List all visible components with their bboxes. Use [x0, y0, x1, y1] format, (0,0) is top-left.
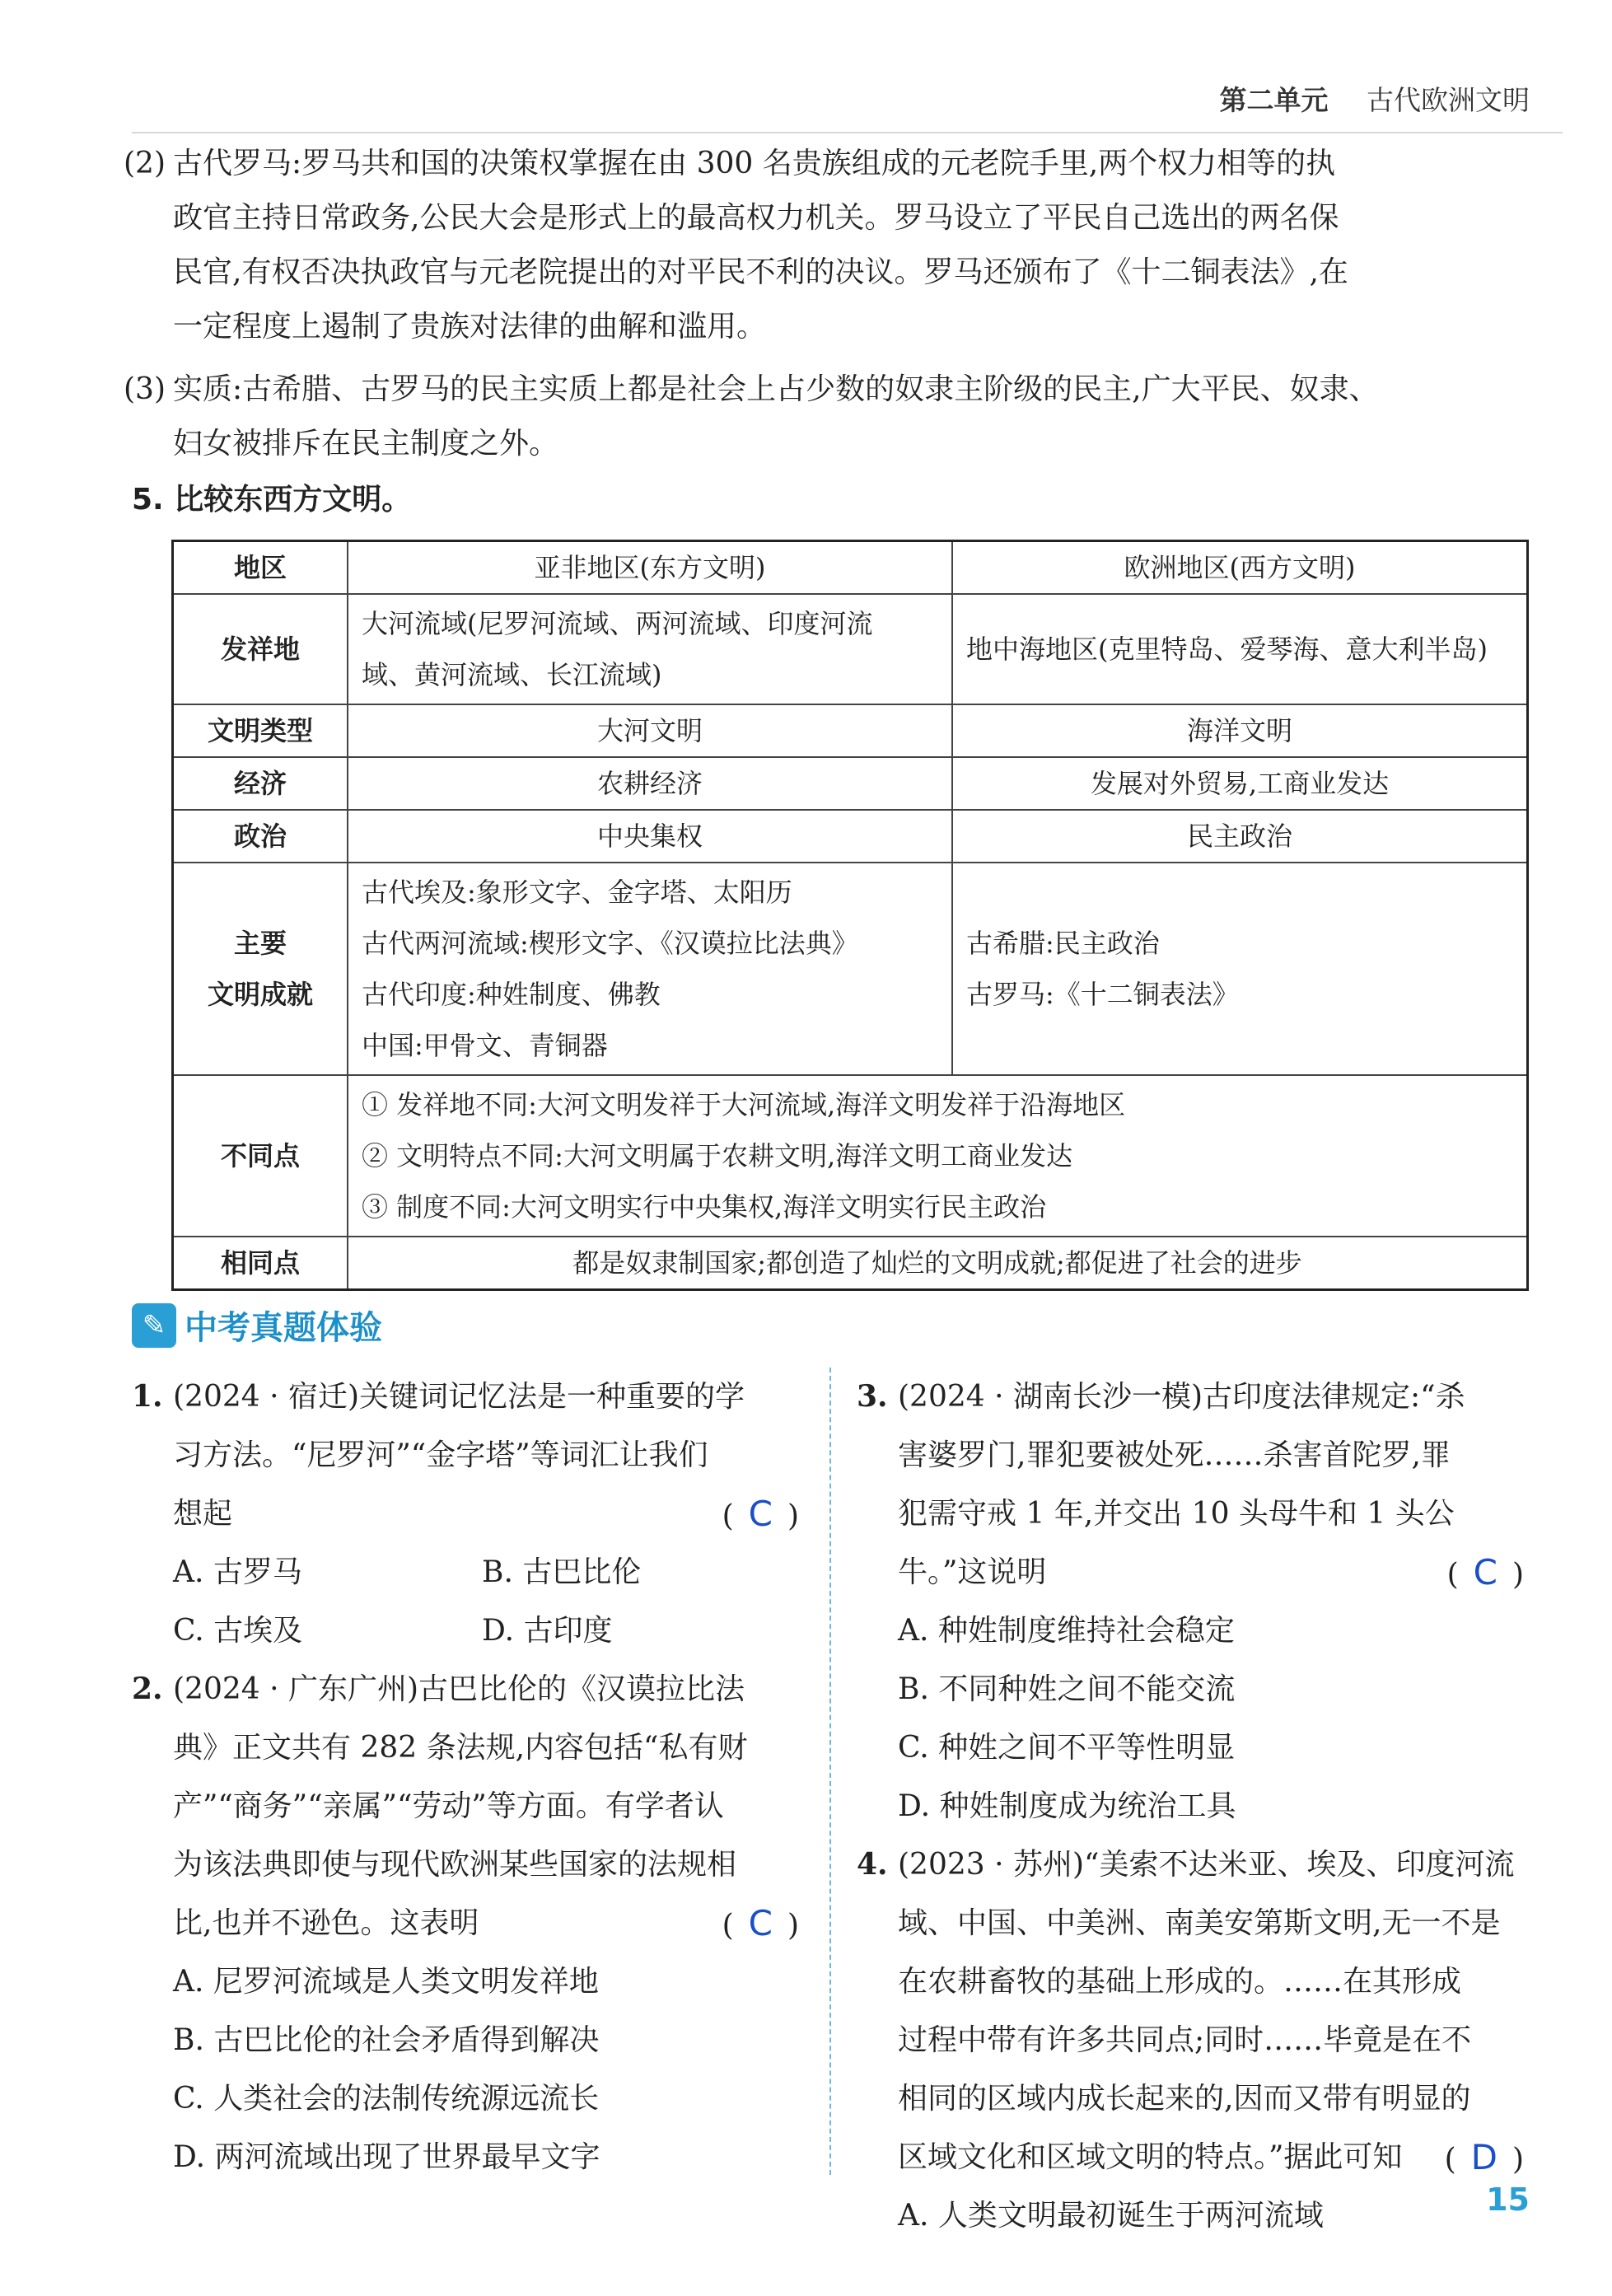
table-row: [173, 1237, 1528, 1290]
table-cell: 地中海地区(克里特岛、爱琴海、意大利半岛): [952, 594, 1528, 704]
question-line: 犯需守戒 1 年,并交出 10 头母牛和 1 头公: [898, 1497, 1455, 1531]
question-line: 域、中国、中美洲、南美安第斯文明,无一不是: [898, 1906, 1501, 1940]
option-row: [173, 1543, 807, 1602]
table-row: [173, 1075, 1528, 1237]
question-text: 区域文化和区域文明的特点。”据此可知: [898, 2140, 1403, 2174]
paragraph-rome: [124, 137, 1524, 354]
question-line: [898, 2128, 1532, 2186]
question-3: [857, 1368, 1532, 1602]
row-header: 文明类型: [173, 704, 348, 757]
answer-letter: C: [1473, 1552, 1498, 1592]
option: C. 古埃及: [173, 1614, 303, 1648]
section-title-text: 中考真题体验: [185, 1309, 382, 1347]
row-header: 不同点: [173, 1075, 348, 1237]
table-row: [173, 757, 1528, 810]
row-header: 地区: [173, 541, 348, 595]
question-line: 在农耕畜牧的基础上形成的。……在其形成: [898, 1965, 1462, 1999]
paragraph-line: 古代罗马:罗马共和国的决策权掌握在由 300 名贵族组成的元老院手里,两个权力相等的执: [173, 147, 1336, 180]
table-row: [173, 863, 1528, 1075]
cell-line: 中国:甲骨文、青铜器: [362, 1030, 608, 1061]
table-row: [173, 541, 1528, 595]
question-line: [898, 1543, 1532, 1602]
exam-icon: ✎: [132, 1303, 176, 1348]
table-cell: 中央集权: [348, 810, 952, 863]
question-text: 想起: [173, 1497, 233, 1531]
question-line: 为该法典即使与现代欧洲某些国家的法规相: [173, 1848, 737, 1882]
options: [857, 2186, 1532, 2245]
question-1: [132, 1368, 807, 1543]
table-cell: [348, 1075, 1528, 1237]
option: D. 两河流域出现了世界最早文字: [173, 2140, 600, 2174]
option: B. 不同种姓之间不能交流: [898, 1672, 1236, 1706]
options: [132, 1952, 807, 2186]
cell-line: 古罗马:《十二铜表法》: [966, 979, 1239, 1010]
cell-line: ② 文明特点不同:大河文明属于农耕文明,海洋文明工商业发达: [362, 1140, 1073, 1171]
table-cell: 农耕经济: [348, 757, 952, 810]
cell-line: 域、黄河流域、长江流域): [362, 659, 662, 690]
option: B. 古巴比伦的社会矛盾得到解决: [173, 2023, 600, 2057]
table-cell: 欧洲地区(西方文明): [952, 541, 1528, 595]
row-header: 发祥地: [173, 594, 348, 704]
question-line: 害婆罗门,罪犯要被处死……杀害首陀罗,罪: [898, 1438, 1451, 1472]
cell-line: 大河流域(尼罗河流域、两河流域、印度河流: [362, 608, 873, 639]
question-number: 4.: [857, 1847, 888, 1882]
question-line: (2023 · 苏州)“美索不达米亚、埃及、印度河流: [898, 1848, 1515, 1882]
row-header: 政治: [173, 810, 348, 863]
question-number: 1.: [132, 1379, 163, 1414]
question-number: 3.: [857, 1379, 888, 1414]
question-line: (2024 · 广东广州)古巴比伦的《汉谟拉比法: [173, 1672, 745, 1706]
question-number: 2.: [132, 1672, 163, 1706]
cell-line: 古代两河流域:楔形文字、《汉谟拉比法典》: [362, 928, 858, 959]
question-line: (2024 · 湖南长沙一模)古印度法律规定:“杀: [898, 1380, 1465, 1414]
table-row: [173, 704, 1528, 757]
option: C. 种姓之间不平等性明显: [898, 1731, 1236, 1765]
answer-letter: C: [748, 1903, 773, 1943]
unit-label: 第二单元: [1219, 84, 1329, 116]
option: B. 古巴比伦: [482, 1555, 642, 1589]
header-rule: [132, 132, 1563, 133]
paragraph-line: 政官主持日常政务,公民大会是形式上的最高权力机关。罗马设立了平民自己选出的两名保: [173, 201, 1339, 235]
paragraph-line: 妇女被排斥在民主制度之外。: [173, 427, 559, 461]
row-header: [173, 863, 348, 1075]
paragraph-line: 民官,有权否决执政官与元老院提出的对平民不利的决议。罗马还颁布了《十二铜表法》,在: [173, 255, 1348, 289]
answer-letter: C: [748, 1494, 773, 1534]
question-line: 习方法。“尼罗河”“金字塔”等词汇让我们: [173, 1438, 708, 1472]
row-header-line: 主要: [233, 928, 287, 959]
question-line: 产”“商务”“亲属”“劳动”等方面。有学者认: [173, 1789, 724, 1823]
table-row: [173, 594, 1528, 704]
question-text: 比,也并不逊色。这表明: [173, 1906, 479, 1940]
table-cell: [348, 863, 952, 1075]
left-column: [132, 1368, 807, 2186]
row-header-line: 文明成就: [207, 979, 313, 1010]
question-line: (2024 · 宿迁)关键词记忆法是一种重要的学: [173, 1380, 745, 1414]
section-title: [132, 1302, 382, 1349]
table-cell: [952, 863, 1528, 1075]
table-cell: 发展对外贸易,工商业发达: [952, 757, 1528, 810]
table-cell: 亚非地区(东方文明): [348, 541, 952, 595]
question-line: [173, 1894, 807, 1952]
right-column: [857, 1368, 1532, 2245]
question-line: 相同的区域内成长起来的,因而又带有明显的: [898, 2082, 1471, 2116]
question-4: [857, 1835, 1532, 2186]
comparison-table: [171, 540, 1529, 1291]
option: C. 人类社会的法制传统源远流长: [173, 2082, 600, 2116]
question-text: 牛。”这说明: [898, 1555, 1047, 1589]
option: A. 种姓制度维持社会稳定: [898, 1614, 1235, 1648]
table-cell: 都是奴隶制国家;都创造了灿烂的文明成就;都促进了社会的进步: [348, 1237, 1528, 1290]
answer-bracket: ( C ): [1446, 1552, 1524, 1592]
question-line: 典》正文共有 282 条法规,内容包括“私有财: [173, 1731, 748, 1765]
unit-title: 古代欧洲文明: [1367, 84, 1530, 116]
row-header: 经济: [173, 757, 348, 810]
cell-line: 古代印度:种姓制度、佛教: [362, 979, 661, 1010]
option: A. 人类文明最初诞生于两河流域: [898, 2199, 1324, 2233]
option: D. 古印度: [482, 1614, 613, 1648]
question-line: 过程中带有许多共同点;同时……毕竟是在不: [898, 2023, 1472, 2057]
table-cell: 大河文明: [348, 704, 952, 757]
options: [132, 1543, 807, 1660]
option-row: [173, 1602, 807, 1660]
answer-bracket: ( C ): [722, 1494, 799, 1534]
paragraph-line: 实质:古希腊、古罗马的民主实质上都是社会上占少数的奴隶主阶级的民主,广大平民、奴隶、: [173, 372, 1379, 406]
answer-bracket: ( C ): [722, 1903, 799, 1943]
cell-line: 古希腊:民主政治: [966, 928, 1160, 959]
options: [857, 1602, 1532, 1835]
cell-line: ① 发祥地不同:大河文明发祥于大河流域,海洋文明发祥于沿海地区: [362, 1089, 1126, 1120]
option: D. 种姓制度成为统治工具: [898, 1789, 1236, 1823]
paragraph-line: 一定程度上遏制了贵族对法律的曲解和滥用。: [173, 310, 767, 344]
paragraph-essence: [124, 362, 1524, 471]
question-2: [132, 1660, 807, 1952]
paragraph-number: (2): [124, 147, 166, 180]
table-row: [173, 810, 1528, 863]
page-number: 15: [1486, 2181, 1530, 2218]
table-cell: [348, 594, 952, 704]
row-header: 相同点: [173, 1237, 348, 1290]
table-cell: 海洋文明: [952, 704, 1528, 757]
question-line: [173, 1485, 807, 1543]
page-header: [1220, 79, 1530, 118]
cell-line: 古代埃及:象形文字、金字塔、太阳历: [362, 877, 792, 908]
cell-line: ③ 制度不同:大河文明实行中央集权,海洋文明实行民主政治: [362, 1191, 1047, 1223]
section-5-heading: 5. 比较东西方文明。: [132, 483, 412, 517]
table-cell: 民主政治: [952, 810, 1528, 863]
answer-letter: D: [1470, 2137, 1498, 2177]
option: A. 尼罗河流域是人类文明发祥地: [173, 1965, 599, 1999]
column-divider: [829, 1368, 831, 2175]
paragraph-number: (3): [124, 372, 166, 406]
option: A. 古罗马: [173, 1555, 302, 1589]
answer-bracket: ( D ): [1444, 2137, 1524, 2177]
